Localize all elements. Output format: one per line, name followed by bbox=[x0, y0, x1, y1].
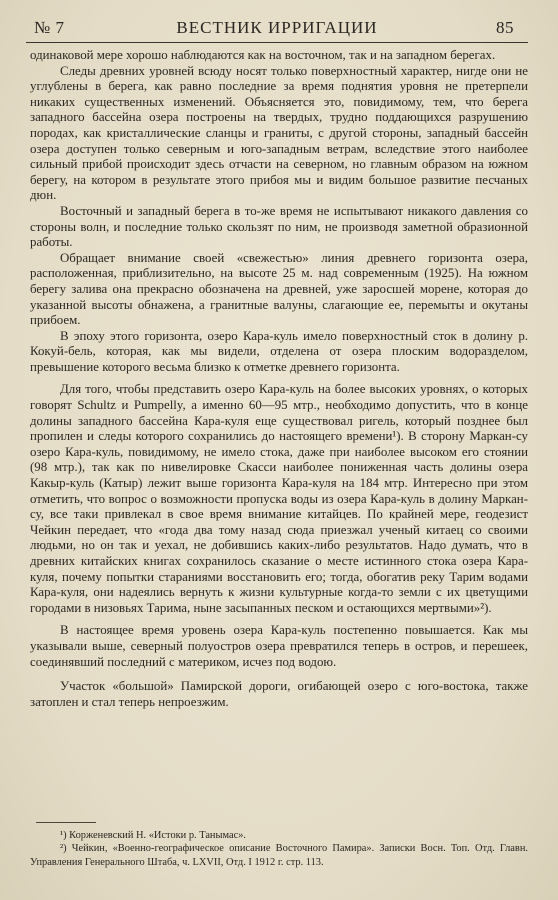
paragraph: Обращает внимание своей «свежестью» линия древнего горизонта озера, расположенная, приблизительно, на высоте 25 м. над современным (1925). На южном берегу залива она прекрасно обозначена на древней, уже заросшей морене, которая до указанной высоты обнажена, а гранитные валуны, слагающие ее, перемыты и окутаны прибоем. bbox=[30, 250, 528, 328]
footnote-divider bbox=[36, 822, 96, 823]
paragraph: В эпоху этого горизонта, озеро Кара-куль имело поверхностный сток в долину р. Кокуй-бель, которая, как мы видели, отделена от озера плоским водоразделом, превышение которого весьма близко к отметке древнего горизонта. bbox=[30, 328, 528, 374]
article-body bbox=[30, 48, 528, 710]
page-header bbox=[26, 16, 528, 43]
paragraph: В настоящее время уровень озера Кара-куль постепенно повышается. Как мы указывали выше, северный полуостров озера превратился теперь в остров, и перешеек, соединявший последний с материком, исчез под водою. bbox=[30, 623, 528, 669]
journal-title: ВЕСТНИК ИРРИГАЦИИ bbox=[176, 18, 378, 37]
footnote: ²) Чейкин, «Военно-географическое описание Восточного Памира». Записки Восн. Топ. Отд. Главн. Управления Генерального Штаба, ч. LXVII, Отд. I 1912 г. стр. 113. bbox=[30, 843, 528, 868]
footnotes bbox=[30, 829, 528, 869]
paragraph: одинаковой мере хорошо наблюдаются как на восточном, так и на западном берегах. bbox=[30, 48, 496, 62]
issue-number: № 7 bbox=[34, 18, 65, 37]
paragraph: Следы древних уровней всюду носят только поверхностный характер, нигде они не углублены в берега, как равно последние за время поднятия уровня не претерпели никаких существенных изменений. Объясняется это, повидимому, тем, что берега западного бассейна озера построены на твердых, трудно поддающихся разрушению породах, как кристаллические сланцы и граниты, с другой стороны, западный бассейн озера доступен только северным и юго-западным ветрам, вследствие этого наиболее сильный прибой происходит здесь отчасти на северном, но главным образом на южном берегу, на котором в результате этого прибоя мы и видим большое развитие песчаных дюн. bbox=[30, 63, 528, 203]
page-number: 85 bbox=[496, 18, 514, 37]
paragraph: Участок «большой» Памирской дороги, огибающей озеро с юго-востока, также затоплен и стал теперь непроезжим. bbox=[30, 679, 528, 709]
paragraph: Восточный и западный берега в то-же время не испытывают никакого давления со стороны волн, и последние только скользят по ним, не производя заметной образионной работы. bbox=[30, 203, 528, 250]
paragraph: Для того, чтобы представить озеро Кара-куль на более высоких уровнях, о которых говорят Schultz и Pumpelly, а именно 60—95 мтр., необходимо допустить, что в конце долины западного бассейна Кара-куля еще существовал ригель, который позднее был пропилен и следы которого сохранились до настоящего времени¹). В сторону Маркан-су озеро Кара-куль, повидимому, не имело стока, даже при наиболее высоком его стоянии (98 мтр.), так как по нивелировке Скасси наиболее пониженная часть долины озера Какыр-куль (Катыр) лежит выше горизонта Кара-куля на 184 мтр. Интересно при этом отметить, что вопрос о возможности пропуска воды из озера Кара-куль в долину Маркан-су, все таки привлекал в свое время внимание китайцев. По крайней мере, геодезист Чейкин передает, что «года два тому назад сюда приезжал ученый китаец со своими людьми, но он так и уехал, не добившись каких-либо результатов. Надо думать, что в древних китайских книгах сохранилось сказание о месте истинного стока озера Кара-куля, почему попытки стараниями восстановить его; тогда, обогатив реку Тарим водами Кара-куля, они надеялись вернуть к жизни культурные когда-то земли с их цветущими городами в низовьях Тарима, ныне засыпанных песком и остающихся мертвыми»²). bbox=[30, 382, 528, 615]
footnote: ¹) Корженевский Н. «Истоки р. Танымас». bbox=[60, 830, 246, 841]
